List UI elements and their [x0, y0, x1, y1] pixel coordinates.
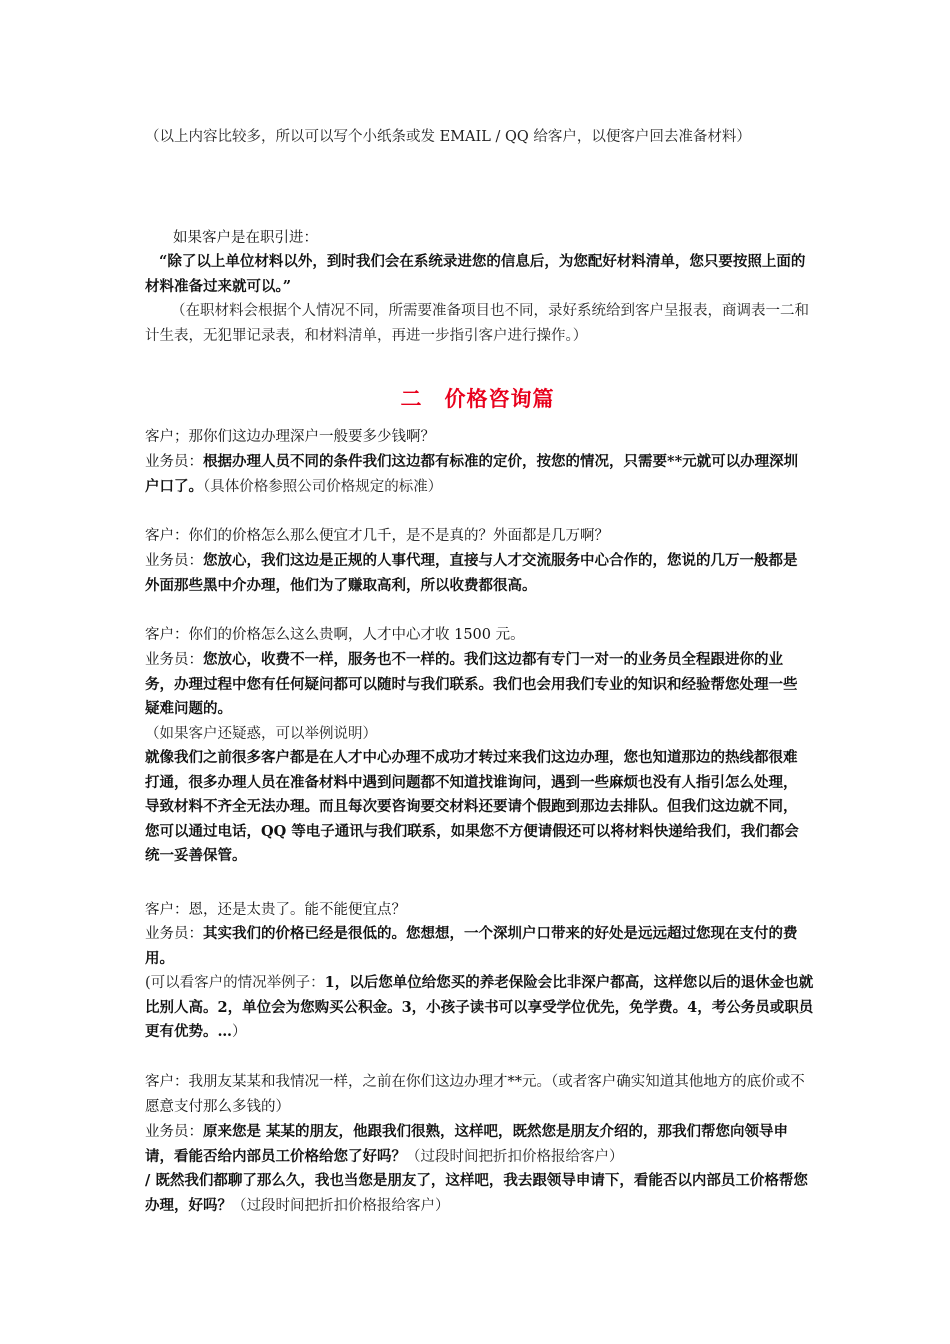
- customer-question-4: 客户：恩，还是太贵了。能不能便宜点？: [145, 902, 406, 918]
- customer-question-3: 客户：你们的价格怎么这么贵啊，人才中心才收 1500 元。: [145, 627, 525, 643]
- agent-answer-4: 业务员：其实我们的价格已经是很低的。您想想，一个深圳户口带来的好处是远远超过您现在支付的费用。: [145, 925, 798, 967]
- customer-question-5: 客户：我朋友某某和我情况一样，之前在你们这边办理才**元。（或者客户确实知道其他地方的底价或不愿意支付那么多钱的）: [145, 1074, 805, 1115]
- example-text-3: 就像我们之前很多客户都是在人才中心办理不成功才转过来我们这边办理，您也知道那边的热线都很难打通，很多办理人员在准备材料中遇到问题都不知道找谁询问，遇到一些麻烦也没有人指引怎么处理，导致材料不齐全无法办理。而且每次要咨询要交材料还要请个假跑到那边去排队。但我们这边就不同，您可以通过电话，QQ 等电子通讯与我们联系，如果您不方便请假还可以将材料快递给我们，我们都会统一妥善保管。: [145, 749, 799, 864]
- agent-answer-1: 业务员：根据办理人员不同的条件我们这边都有标准的定价，按您的情况，只需要**元就可以办理深圳户口了。（具体价格参照公司价格规定的标准）: [145, 453, 799, 495]
- agent-answer-5: 业务员：原来您是 某某的朋友，他跟我们很熟，这样吧，既然您是朋友介绍的，那我们帮您向领导申请，看能否给内部员工价格给您了好吗？（过段时间把折扣价格报给客户）: [145, 1123, 789, 1165]
- example-text-4: (可以看客户的情况举例子：1，以后您单位给您买的养老保险会比非深户都高，这样您以后的退休金也就比别人高。2，单位会为您购买公积金。3，小孩子读书可以享受学位优先，免学费。4，考公务员或职员更有优势。…）: [145, 974, 814, 1040]
- agent-alt-answer-5: / 既然我们都聊了那么久，我也当您是朋友了，这样吧，我去跟领导申请下，看能否以内部员工价格帮您办理，好吗？（过段时间把折扣价格报给客户）: [145, 1172, 808, 1214]
- example-note-3: （如果客户还疑惑，可以举例说明）: [145, 726, 377, 742]
- employed-quote: “除了以上单位材料以外，到时我们会在系统录进您的信息后，为您配好材料清单，您只要按照上面的材料准备过来就可以。”: [145, 253, 806, 295]
- employed-note: （在职材料会根据个人情况不同，所需要准备项目也不同，录好系统给到客户呈报表，商调表一二和计生表，无犯罪记录表，和材料清单，再进一步指引客户进行操作。）: [145, 303, 809, 344]
- customer-question-2: 客户：你们的价格怎么那么便宜才几千，是不是真的？外面都是几万啊？: [145, 528, 609, 544]
- customer-question-1: 客户；那你们这边办理深户一般要多少钱啊？: [145, 429, 435, 445]
- section-title: 二 价格咨询篇: [400, 386, 555, 411]
- employed-lead: 如果客户是在职引进：: [173, 230, 318, 246]
- agent-answer-2: 业务员：您放心，我们这边是正规的人事代理，直接与人才交流服务中心合作的，您说的几万一般都是外面那些黑中介办理，他们为了赚取高利，所以收费都很高。: [145, 552, 798, 594]
- intro-note: （以上内容比较多，所以可以写个小纸条或发 EMAIL / QQ 给客户，以便客户回去准备材料）: [145, 129, 751, 145]
- agent-answer-3: 业务员：您放心，收费不一样，服务也不一样的。我们这边都有专门一对一的业务员全程跟进你的业务，办理过程中您有任何疑问都可以随时与我们联系。我们也会用我们专业的知识和经验帮您处理一些疑难问题的。: [145, 651, 798, 717]
